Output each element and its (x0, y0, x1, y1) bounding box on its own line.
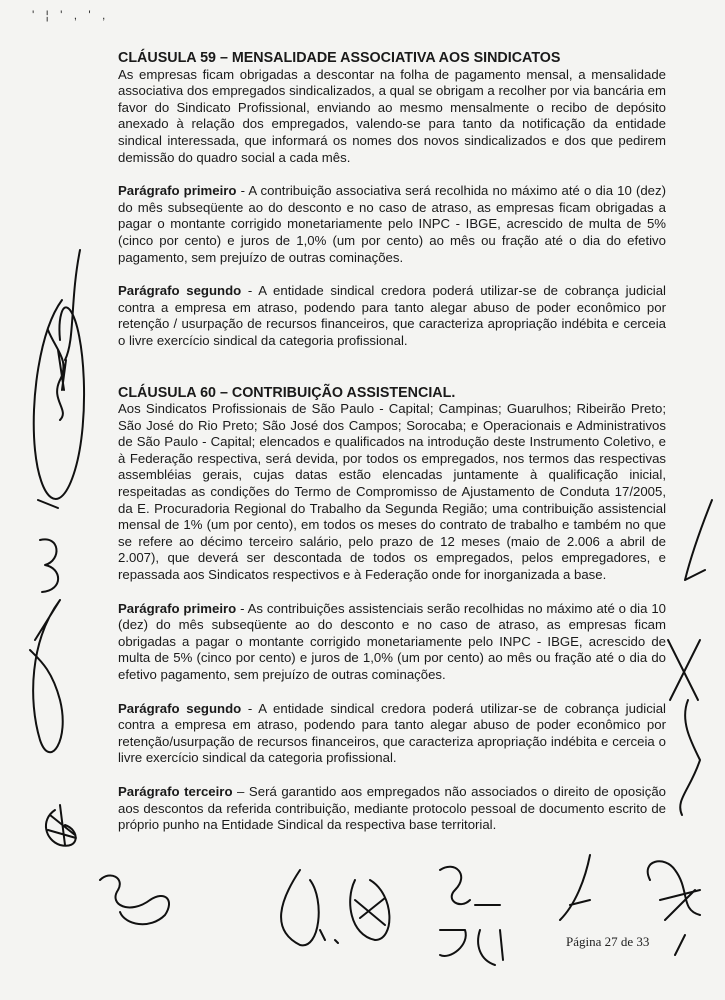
signature-bottom-1 (100, 875, 169, 924)
signature-right-curl (680, 700, 700, 815)
signature-bottom-6 (560, 855, 590, 920)
paragraph-text: - A contribuição associativa será recolhida no máximo até o dia 10 (dez) do mês subseqüente ao do desconto e no caso de atraso, as empresas ficam obrigadas a pagar o montante corrigido monetariamente pelo INPC - IBGE, acrescido de multa de 5% (cinco por cento) e juros de 1,0% (um por cento) ao mês ou fração até o dia do efetivo pagamento, sem prejuízo de outras cominações. (118, 183, 667, 265)
paragraph-text: - A entidade sindical credora poderá utilizar-se de cobrança judicial contra a empresa em atraso, podendo para tanto alegar abuso de poder econômico por retenção / usurpação de recursos financeiros, que caracteriza apropriação indébita e cerceia o livre exercício sindical da categoria profissional. (118, 283, 666, 348)
paragraph-text: – Será garantido aos empregados não associados o direito de oposição aos descontos da referida contribuição, mediante protocolo pessoal de documento escrito de próprio punho na Entidade Sindical da respectiva base territorial. (118, 783, 666, 833)
paragraph-lead: Parágrafo segundo (118, 283, 242, 299)
signature-left-hatched (46, 805, 76, 846)
signature-left-tick (38, 500, 58, 508)
page-number: Página 27 de 33 (566, 934, 650, 949)
clause-spacer (118, 350, 666, 385)
paragraph-text: - A entidade sindical credora poderá utilizar-se de cobrança judicial contra a empresa em atraso, podendo para tanto alegar abuso de poder econômico por retenção/usurpação de recursos financeiros, que caracteriza apropriação indébita e cerceia o livre exercício sindical da categoria profissional. (118, 700, 666, 766)
clause-59-paragraph-1 (118, 183, 666, 266)
paragraph-lead: Parágrafo primeiro (118, 183, 237, 199)
signature-bottom-7 (648, 861, 700, 955)
signature-bottom-5 (440, 930, 503, 965)
paragraph-text: - As contribuições assistenciais serão recolhidas no máximo até o dia 10 (dez) do mês subseqüente ao do desconto e no caso de atraso, as empresas ficam obrigadas a pagar o montante corrigido monetariamente pelo INPC - IBGE, acrescido de multa de 5% (cinco por cento) e juros de 1,0% (um por cento) ao mês ou fração até o dia do efetivo pagamento, sem prejuízo de outras cominações. (118, 600, 666, 682)
paragraph-lead: Parágrafo terceiro (118, 783, 233, 799)
signature-bottom-3 (350, 880, 389, 940)
clause-59-paragraph-2 (118, 283, 666, 349)
paragraph-lead: Parágrafo primeiro (118, 600, 237, 616)
clause-60-paragraph-2 (118, 701, 666, 767)
scan-specks: ' ¦ ' , ' , (32, 8, 110, 22)
clause-59-body: As empresas ficam obrigadas a descontar na folha de pagamento mensal, a mensalidade associativa dos empregados sindicalizados, a qual se obrigam a recolher por via bancária em favor do Sindicato Profissional, enviando ao mesmo mensalmente o recibo de depósito anexado à relação dos empregados, valendo-se para tanto da notificação da entidade sindical interessada, que informará os nomes dos novos sindicalizados e dos que pedirem demissão do quadro social a cada mês. (118, 66, 666, 165)
clause-59-title: CLÁUSULA 59 – MENSALIDADE ASSOCIATIVA AOS SINDICATOS (118, 50, 561, 66)
clause-60-title: CLÁUSULA 60 – CONTRIBUIÇÃO ASSISTENCIAL. (118, 384, 456, 401)
signature-left-line (65, 250, 80, 360)
signature-left-loop (30, 600, 63, 752)
signature-left-b-mark (40, 539, 58, 592)
signature-right-x (668, 640, 700, 700)
clause-60-body: Aos Sindicatos Profissionais de São Paulo - Capital; Campinas; Guarulhos; Ribeirão Preto; São José do Rio Preto; São José dos Campos; Sorocaba; e Operacionais e Administrativos de São Paulo - Capital; elencados e qualificados na introdução deste Instrumento Coletivo, e à Federação respectiva, será devida, por todos os empregados, nos termos das respectivas assembléias gerais, cujas datas estão elencadas juntamente à qualificação inicial, respeitadas as condições do Termo de Compromisso de Ajustamento de Conduta 17/2005, da E. Procuradoria Regional do Trabalho da Segunda Região; uma contribuição assistencial mensal de 1% (um por cento), em todos os meses do contrato de trabalho e também no que se refere ao décimo terceiro salário, pelo prazo de 12 meses (maio de 2.006 a abril de 2.007), que deverá ser descontada de todos os empregados, pelos empregadores, e repassada aos Sindicatos respectivos e à Federação onde for inorganizada a base. (118, 401, 666, 583)
clause-60-paragraph-3 (118, 784, 666, 834)
signature-left-oval (34, 300, 84, 499)
signature-bottom-2 (281, 870, 338, 945)
document-body (118, 50, 666, 834)
clause-60-paragraph-1 (118, 601, 666, 684)
signature-right-slash (685, 500, 712, 580)
signature-left-scribble (48, 330, 66, 420)
signature-bottom-4 (440, 867, 500, 905)
paragraph-lead: Parágrafo segundo (118, 700, 242, 716)
